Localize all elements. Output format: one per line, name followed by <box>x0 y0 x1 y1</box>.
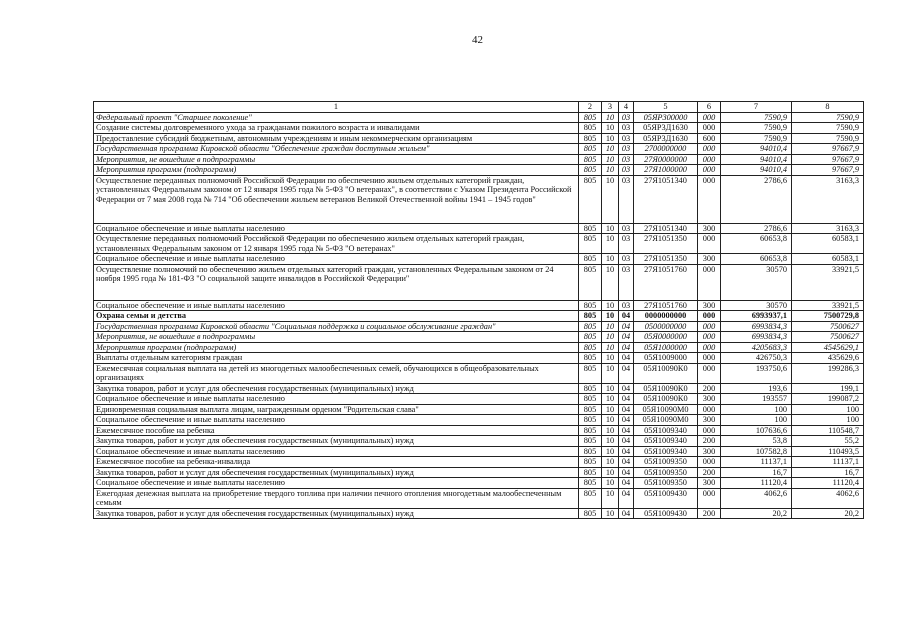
page-number: 42 <box>472 34 483 46</box>
column-5-cell: 0000000000 <box>634 311 698 322</box>
column-7-cell: 6993937,1 <box>721 311 792 322</box>
row-name: Мероприятия, не вошедшие в подпрограммы <box>94 154 579 165</box>
row-name: Закупка товаров, работ и услуг для обеспечения государственных (муниципальных) нужд <box>94 383 579 394</box>
column-3-cell: 10 <box>602 311 619 322</box>
row-name: Социальное обеспечение и иные выплаты населению <box>94 478 579 489</box>
column-5-cell: 05Я1009350 <box>634 457 698 468</box>
column-7-cell: 100 <box>721 404 792 415</box>
table-row <box>94 300 864 311</box>
column-7-cell: 193750,6 <box>721 363 792 383</box>
column-3-cell: 10 <box>602 383 619 394</box>
table-row <box>94 446 864 457</box>
column-6-cell: 000 <box>698 353 721 364</box>
column-8-cell: 60583,1 <box>792 234 864 254</box>
column-4-cell: 04 <box>619 457 634 468</box>
column-8-cell: 97667,9 <box>792 154 864 165</box>
header-cell: 1 <box>94 102 579 113</box>
column-7-cell: 30570 <box>721 300 792 311</box>
row-name: Предоставление субсидий бюджетным, автономным учреждениям и иным некоммерческим организациям <box>94 133 579 144</box>
column-7-cell: 60653,8 <box>721 234 792 254</box>
column-8-cell: 7590,9 <box>792 112 864 123</box>
column-2-cell: 805 <box>579 353 602 364</box>
column-7-cell: 193557 <box>721 394 792 405</box>
column-5-cell: 05Я1009350 <box>634 467 698 478</box>
column-7-cell: 30570 <box>721 264 792 300</box>
column-3-cell: 10 <box>602 353 619 364</box>
column-7-cell: 94010,4 <box>721 144 792 155</box>
column-3-cell: 10 <box>602 436 619 447</box>
column-2-cell: 805 <box>579 332 602 343</box>
column-2-cell: 805 <box>579 404 602 415</box>
row-name: Федеральный проект "Старшее поколение" <box>94 112 579 123</box>
column-7-cell: 4205683,3 <box>721 342 792 353</box>
column-4-cell: 03 <box>619 175 634 223</box>
column-7-cell: 4062,6 <box>721 488 792 508</box>
row-name: Социальное обеспечение и иные выплаты населению <box>94 254 579 265</box>
column-5-cell: 27Я1000000 <box>634 165 698 176</box>
table-row <box>94 154 864 165</box>
column-5-cell: 27Я1051340 <box>634 223 698 234</box>
column-8-cell: 4545629,1 <box>792 342 864 353</box>
column-3-cell: 10 <box>602 457 619 468</box>
header-cell: 8 <box>792 102 864 113</box>
column-7-cell: 7590,9 <box>721 112 792 123</box>
table-row <box>94 321 864 332</box>
column-4-cell: 04 <box>619 446 634 457</box>
column-6-cell: 200 <box>698 383 721 394</box>
column-4-cell: 04 <box>619 353 634 364</box>
column-2-cell: 805 <box>579 144 602 155</box>
column-3-cell: 10 <box>602 415 619 426</box>
column-6-cell: 000 <box>698 144 721 155</box>
column-3-cell: 10 <box>602 165 619 176</box>
column-5-cell: 05Я1009340 <box>634 446 698 457</box>
column-4-cell: 03 <box>619 165 634 176</box>
column-4-cell: 04 <box>619 425 634 436</box>
column-2-cell: 805 <box>579 133 602 144</box>
table-row <box>94 394 864 405</box>
column-3-cell: 10 <box>602 234 619 254</box>
column-6-cell: 000 <box>698 123 721 134</box>
header-cell: 4 <box>619 102 634 113</box>
column-2-cell: 805 <box>579 264 602 300</box>
column-4-cell: 04 <box>619 383 634 394</box>
column-2-cell: 805 <box>579 112 602 123</box>
table-row <box>94 457 864 468</box>
row-name: Социальное обеспечение и иные выплаты населению <box>94 394 579 405</box>
row-name: Мероприятия, не вошедшие в подпрограммы <box>94 332 579 343</box>
column-3-cell: 10 <box>602 363 619 383</box>
row-name: Закупка товаров, работ и услуг для обеспечения государственных (муниципальных) нужд <box>94 436 579 447</box>
column-8-cell: 199,1 <box>792 383 864 394</box>
column-5-cell: 05ЯР3Д1630 <box>634 133 698 144</box>
row-name: Выплаты отдельным категориям граждан <box>94 353 579 364</box>
table-row <box>94 165 864 176</box>
column-8-cell: 55,2 <box>792 436 864 447</box>
table-row <box>94 467 864 478</box>
column-8-cell: 7500627 <box>792 321 864 332</box>
column-4-cell: 03 <box>619 112 634 123</box>
column-5-cell: 05Я10090К0 <box>634 383 698 394</box>
column-7-cell: 193,6 <box>721 383 792 394</box>
column-7-cell: 94010,4 <box>721 165 792 176</box>
column-2-cell: 805 <box>579 415 602 426</box>
column-2-cell: 805 <box>579 223 602 234</box>
table-row <box>94 112 864 123</box>
table-row <box>94 254 864 265</box>
column-4-cell: 04 <box>619 488 634 508</box>
row-name: Мероприятия программ (подпрограмм) <box>94 165 579 176</box>
column-5-cell: 05Я10090К0 <box>634 363 698 383</box>
header-cell: 6 <box>698 102 721 113</box>
column-8-cell: 100 <box>792 404 864 415</box>
column-6-cell: 000 <box>698 264 721 300</box>
column-5-cell: 27Я1051760 <box>634 300 698 311</box>
column-7-cell: 2786,6 <box>721 223 792 234</box>
column-6-cell: 300 <box>698 415 721 426</box>
column-3-cell: 10 <box>602 394 619 405</box>
column-5-cell: 05ЯР3Д1630 <box>634 123 698 134</box>
column-4-cell: 03 <box>619 154 634 165</box>
column-3-cell: 10 <box>602 123 619 134</box>
column-4-cell: 03 <box>619 223 634 234</box>
table-body <box>94 102 864 519</box>
column-6-cell: 300 <box>698 223 721 234</box>
column-5-cell: 27Я1051340 <box>634 175 698 223</box>
column-6-cell: 300 <box>698 446 721 457</box>
column-7-cell: 426750,3 <box>721 353 792 364</box>
column-3-cell: 10 <box>602 154 619 165</box>
column-2-cell: 805 <box>579 234 602 254</box>
table-row <box>94 264 864 300</box>
column-7-cell: 11137,1 <box>721 457 792 468</box>
column-4-cell: 03 <box>619 123 634 134</box>
table-row <box>94 404 864 415</box>
column-3-cell: 10 <box>602 478 619 489</box>
column-8-cell: 7500729,8 <box>792 311 864 322</box>
column-6-cell: 200 <box>698 467 721 478</box>
column-6-cell: 300 <box>698 478 721 489</box>
column-3-cell: 10 <box>602 488 619 508</box>
column-2-cell: 805 <box>579 467 602 478</box>
column-4-cell: 03 <box>619 144 634 155</box>
header-row <box>94 102 864 113</box>
header-cell: 3 <box>602 102 619 113</box>
column-6-cell: 000 <box>698 342 721 353</box>
table-row <box>94 311 864 322</box>
column-2-cell: 805 <box>579 508 602 519</box>
table-row <box>94 144 864 155</box>
table-row <box>94 342 864 353</box>
column-5-cell: 27Я1051760 <box>634 264 698 300</box>
column-8-cell: 97667,9 <box>792 144 864 155</box>
column-5-cell: 05Я10090К0 <box>634 394 698 405</box>
column-6-cell: 000 <box>698 363 721 383</box>
table-row <box>94 133 864 144</box>
column-8-cell: 33921,5 <box>792 264 864 300</box>
row-name: Ежегодная денежная выплата на приобретение твердого топлива при наличии печного отопления многодетным малообеспеченным семьям <box>94 488 579 508</box>
column-5-cell: 27Я1051350 <box>634 234 698 254</box>
column-7-cell: 16,7 <box>721 467 792 478</box>
column-5-cell: 05Я10090М0 <box>634 404 698 415</box>
column-6-cell: 000 <box>698 425 721 436</box>
column-7-cell: 107582,8 <box>721 446 792 457</box>
column-2-cell: 805 <box>579 165 602 176</box>
column-7-cell: 20,2 <box>721 508 792 519</box>
column-2-cell: 805 <box>579 311 602 322</box>
row-name: Ежемесячное пособие на ребенка-инвалида <box>94 457 579 468</box>
row-name: Мероприятия программ (подпрограмм) <box>94 342 579 353</box>
column-2-cell: 805 <box>579 154 602 165</box>
column-3-cell: 10 <box>602 467 619 478</box>
column-2-cell: 805 <box>579 363 602 383</box>
column-5-cell: 05Я1009000 <box>634 353 698 364</box>
column-6-cell: 300 <box>698 300 721 311</box>
row-name: Осуществление переданных полномочий Российской Федерации по обеспечению жильем отдельных категорий граждан, установленных Федеральным законом от 12 января 1995 года № 5-ФЗ "О ветеранах" <box>94 234 579 254</box>
table-row <box>94 234 864 254</box>
table-row <box>94 383 864 394</box>
column-2-cell: 805 <box>579 436 602 447</box>
row-name: Закупка товаров, работ и услуг для обеспечения государственных (муниципальных) нужд <box>94 508 579 519</box>
column-8-cell: 7590,9 <box>792 133 864 144</box>
column-5-cell: 05ЯР300000 <box>634 112 698 123</box>
table-row <box>94 508 864 519</box>
column-3-cell: 10 <box>602 144 619 155</box>
column-5-cell: 2700000000 <box>634 144 698 155</box>
column-4-cell: 04 <box>619 508 634 519</box>
column-8-cell: 4062,6 <box>792 488 864 508</box>
column-6-cell: 000 <box>698 321 721 332</box>
column-4-cell: 03 <box>619 133 634 144</box>
column-8-cell: 100 <box>792 415 864 426</box>
column-8-cell: 110493,5 <box>792 446 864 457</box>
row-name: Закупка товаров, работ и услуг для обеспечения государственных (муниципальных) нужд <box>94 467 579 478</box>
column-5-cell: 0500000000 <box>634 321 698 332</box>
row-name: Социальное обеспечение и иные выплаты населению <box>94 446 579 457</box>
column-6-cell: 200 <box>698 508 721 519</box>
row-name: Создание системы долговременного ухода за гражданами пожилого возраста и инвалидами <box>94 123 579 134</box>
column-7-cell: 94010,4 <box>721 154 792 165</box>
column-8-cell: 97667,9 <box>792 165 864 176</box>
row-name: Охрана семьи и детства <box>94 311 579 322</box>
table-row <box>94 175 864 223</box>
column-4-cell: 03 <box>619 234 634 254</box>
column-8-cell: 435629,6 <box>792 353 864 364</box>
column-3-cell: 10 <box>602 332 619 343</box>
row-name: Осуществление полномочий по обеспечению жильем отдельных категорий граждан, установленных Федеральным законом от 24 ноября 1995 года № 181-ФЗ "О социальной защите инвалидов в Российской Федерации" <box>94 264 579 300</box>
column-8-cell: 60583,1 <box>792 254 864 265</box>
column-2-cell: 805 <box>579 457 602 468</box>
row-name: Государственная программа Кировской области "Социальная поддержка и социальное обслуживание граждан" <box>94 321 579 332</box>
column-4-cell: 04 <box>619 342 634 353</box>
budget-table <box>93 101 864 519</box>
table-row <box>94 425 864 436</box>
column-8-cell: 16,7 <box>792 467 864 478</box>
column-5-cell: 05Я1009430 <box>634 488 698 508</box>
column-6-cell: 300 <box>698 394 721 405</box>
column-7-cell: 6993834,3 <box>721 321 792 332</box>
column-6-cell: 300 <box>698 254 721 265</box>
column-3-cell: 10 <box>602 404 619 415</box>
row-name: Ежемесячное пособие на ребенка <box>94 425 579 436</box>
column-4-cell: 04 <box>619 436 634 447</box>
column-4-cell: 04 <box>619 311 634 322</box>
row-name: Ежемесячная социальная выплата на детей из многодетных малообеспеченных семей, обучающихся в общеобразовательных организациях <box>94 363 579 383</box>
column-3-cell: 10 <box>602 300 619 311</box>
column-8-cell: 20,2 <box>792 508 864 519</box>
row-name: Осуществление переданных полномочий Российской Федерации по обеспечению жильем отдельных категорий граждан, установленных Федеральным законом от 12 января 1995 года № 5-ФЗ "О ветеранах", в соответствии с Указом Президента Российской Федерации от 7 мая 2008 года № 714 "Об обеспечении жильем ветеранов Великой Отечественной войны 1941 – 1945 годов" <box>94 175 579 223</box>
table-row <box>94 123 864 134</box>
column-5-cell: 05Я1000000 <box>634 342 698 353</box>
column-4-cell: 04 <box>619 415 634 426</box>
table-row <box>94 332 864 343</box>
column-4-cell: 04 <box>619 321 634 332</box>
column-6-cell: 600 <box>698 133 721 144</box>
column-4-cell: 04 <box>619 404 634 415</box>
column-2-cell: 805 <box>579 425 602 436</box>
column-4-cell: 04 <box>619 394 634 405</box>
column-2-cell: 805 <box>579 342 602 353</box>
column-7-cell: 107636,6 <box>721 425 792 436</box>
column-3-cell: 10 <box>602 446 619 457</box>
column-6-cell: 200 <box>698 436 721 447</box>
column-4-cell: 03 <box>619 264 634 300</box>
column-5-cell: 27Я1051350 <box>634 254 698 265</box>
column-7-cell: 100 <box>721 415 792 426</box>
column-5-cell: 27Я0000000 <box>634 154 698 165</box>
column-5-cell: 05Я10090М0 <box>634 415 698 426</box>
column-7-cell: 7590,9 <box>721 133 792 144</box>
column-6-cell: 000 <box>698 175 721 223</box>
row-name: Единовременная социальная выплата лицам, награжденным орденом "Родительская слава" <box>94 404 579 415</box>
column-3-cell: 10 <box>602 112 619 123</box>
header-cell: 5 <box>634 102 698 113</box>
column-7-cell: 2786,6 <box>721 175 792 223</box>
header-cell: 2 <box>579 102 602 113</box>
column-7-cell: 60653,8 <box>721 254 792 265</box>
header-cell: 7 <box>721 102 792 113</box>
column-6-cell: 000 <box>698 311 721 322</box>
column-3-cell: 10 <box>602 321 619 332</box>
column-8-cell: 199087,2 <box>792 394 864 405</box>
column-8-cell: 110548,7 <box>792 425 864 436</box>
column-5-cell: 05Я1009340 <box>634 436 698 447</box>
column-5-cell: 05Я0000000 <box>634 332 698 343</box>
column-8-cell: 11137,1 <box>792 457 864 468</box>
column-7-cell: 7590,9 <box>721 123 792 134</box>
column-2-cell: 805 <box>579 488 602 508</box>
table-row <box>94 478 864 489</box>
column-6-cell: 000 <box>698 234 721 254</box>
column-6-cell: 000 <box>698 154 721 165</box>
column-8-cell: 11120,4 <box>792 478 864 489</box>
row-name: Государственная программа Кировской области "Обеспечение граждан доступным жильем" <box>94 144 579 155</box>
column-8-cell: 3163,3 <box>792 223 864 234</box>
column-5-cell: 05Я1009350 <box>634 478 698 489</box>
column-5-cell: 05Я1009340 <box>634 425 698 436</box>
column-6-cell: 000 <box>698 165 721 176</box>
column-3-cell: 10 <box>602 425 619 436</box>
column-6-cell: 000 <box>698 112 721 123</box>
column-6-cell: 000 <box>698 332 721 343</box>
column-4-cell: 04 <box>619 478 634 489</box>
column-2-cell: 805 <box>579 175 602 223</box>
column-2-cell: 805 <box>579 446 602 457</box>
row-name: Социальное обеспечение и иные выплаты населению <box>94 415 579 426</box>
column-4-cell: 03 <box>619 254 634 265</box>
table-row <box>94 415 864 426</box>
column-3-cell: 10 <box>602 133 619 144</box>
column-4-cell: 04 <box>619 363 634 383</box>
column-3-cell: 10 <box>602 223 619 234</box>
column-4-cell: 03 <box>619 300 634 311</box>
row-name: Социальное обеспечение и иные выплаты населению <box>94 300 579 311</box>
column-7-cell: 53,8 <box>721 436 792 447</box>
column-3-cell: 10 <box>602 175 619 223</box>
column-2-cell: 805 <box>579 254 602 265</box>
row-name: Социальное обеспечение и иные выплаты населению <box>94 223 579 234</box>
column-2-cell: 805 <box>579 394 602 405</box>
column-2-cell: 805 <box>579 478 602 489</box>
table-row <box>94 353 864 364</box>
column-5-cell: 05Я1009430 <box>634 508 698 519</box>
column-8-cell: 199286,3 <box>792 363 864 383</box>
column-2-cell: 805 <box>579 123 602 134</box>
column-6-cell: 000 <box>698 404 721 415</box>
column-3-cell: 10 <box>602 342 619 353</box>
column-3-cell: 10 <box>602 254 619 265</box>
table-row <box>94 436 864 447</box>
column-8-cell: 7590,9 <box>792 123 864 134</box>
column-2-cell: 805 <box>579 300 602 311</box>
column-7-cell: 6993834,3 <box>721 332 792 343</box>
column-8-cell: 7500627 <box>792 332 864 343</box>
column-2-cell: 805 <box>579 383 602 394</box>
column-8-cell: 3163,3 <box>792 175 864 223</box>
column-7-cell: 11120,4 <box>721 478 792 489</box>
table-row <box>94 488 864 508</box>
column-4-cell: 04 <box>619 332 634 343</box>
column-3-cell: 10 <box>602 264 619 300</box>
table-row <box>94 363 864 383</box>
column-3-cell: 10 <box>602 508 619 519</box>
column-6-cell: 000 <box>698 457 721 468</box>
column-8-cell: 33921,5 <box>792 300 864 311</box>
column-6-cell: 000 <box>698 488 721 508</box>
column-2-cell: 805 <box>579 321 602 332</box>
column-4-cell: 04 <box>619 467 634 478</box>
table-row <box>94 223 864 234</box>
